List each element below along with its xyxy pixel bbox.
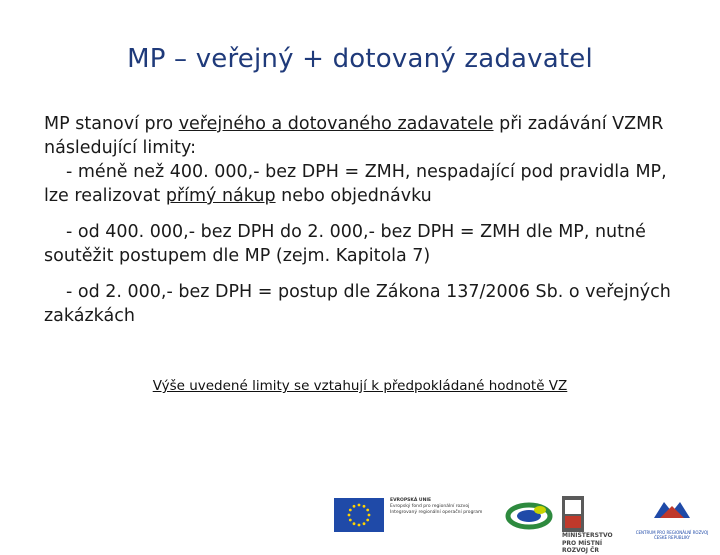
footer-logos bbox=[0, 480, 720, 554]
intro-text-start: MP stanoví pro bbox=[44, 114, 179, 134]
limit-item-3 bbox=[44, 280, 694, 328]
limits-note: Výše uvedené limity se vztahují k předpokládané hodnotě VZ bbox=[152, 378, 568, 394]
limit-item-2 bbox=[44, 220, 694, 268]
limit-item-1 bbox=[44, 160, 694, 208]
limit-item-3-text: - od 2. 000,- bez DPH = postup dle Zákona 137/2006 Sb. o veřejných zakázkách bbox=[44, 282, 671, 326]
limit-item-2-text: - od 400. 000,- bez DPH do 2. 000,- bez DPH = ZMH dle MP, nutné soutěžit postupem dle MP (zejm. Kapitola 7) bbox=[44, 222, 646, 266]
crr-emblem-icon bbox=[634, 496, 710, 524]
eu-stars-icon bbox=[334, 498, 384, 532]
limit-item-1-text: - méně než 400. 000,- bez DPH = ZMH, nespadající pod pravidla MP, lze realizovat bbox=[44, 162, 667, 206]
intro-text-end: při zadávání VZMR následující limity: bbox=[44, 114, 664, 158]
slide-title: MP – veřejný + dotovaný zadavatel bbox=[127, 44, 593, 74]
eu-logo-text: EVROPSKÁ UNIE Evropský fond pro regionální rozvoj Integrovaný regionální operační program bbox=[390, 498, 483, 515]
crr-logo-text: CENTRUM PRO REGIONÁLNÍ ROZVOJ ČESKÉ REPUBLIKY bbox=[635, 530, 709, 540]
crr-logo bbox=[634, 496, 710, 540]
mmr-logo bbox=[562, 496, 626, 555]
mmr-emblem-icon bbox=[562, 496, 584, 532]
slide-body bbox=[44, 112, 694, 328]
limit-item-1-underlined: přímý nákup bbox=[165, 186, 276, 206]
intro-paragraph bbox=[44, 112, 694, 160]
program-logo-icon bbox=[504, 498, 554, 532]
eu-flag-logo bbox=[334, 498, 384, 532]
limit-item-1-end: nebo objednávku bbox=[275, 186, 432, 206]
mmr-logo-text: MINISTERSTVO PRO MÍSTNÍ ROZVOJ ČR bbox=[562, 532, 613, 554]
intro-underlined-text: veřejného a dotovaného zadavatele bbox=[178, 114, 494, 134]
